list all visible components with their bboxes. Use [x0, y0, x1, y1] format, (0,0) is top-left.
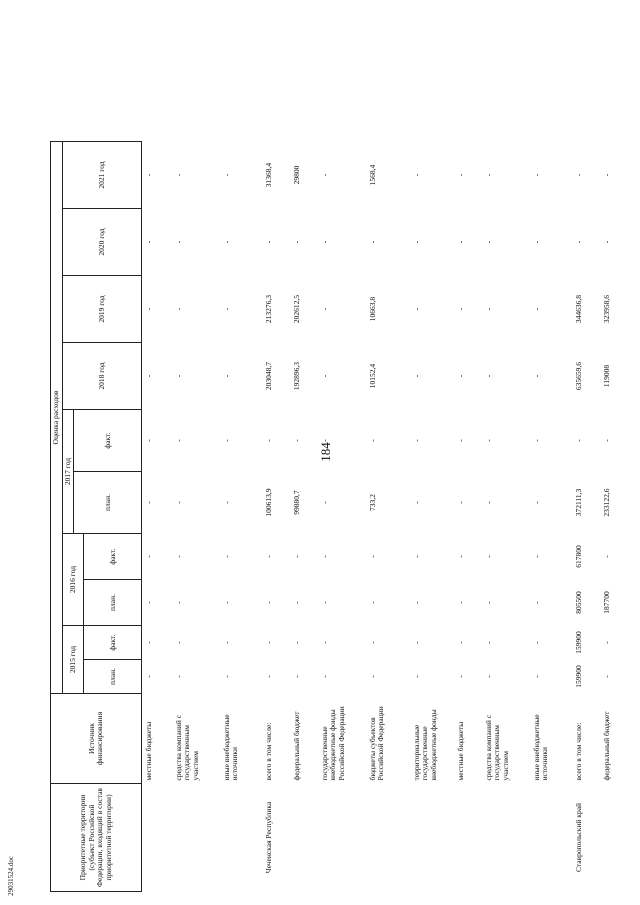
value-cell: - — [367, 439, 377, 442]
value-cell: - — [411, 173, 421, 177]
source-cell: бюджеты субъектов Российской Федерации — [367, 706, 386, 781]
value-cell: - — [455, 501, 465, 504]
table-row — [530, 142, 572, 892]
value-cell: - — [483, 173, 493, 177]
value-cell: - — [319, 374, 329, 378]
value-cell: - — [221, 173, 231, 177]
value-cell: - — [263, 601, 273, 604]
value-cell: - — [455, 675, 465, 678]
header-2015-plan: план. — [84, 660, 142, 694]
header-2016-plan: план. — [84, 580, 142, 626]
value-cell: - — [173, 501, 183, 504]
value-cell: 159900 — [573, 631, 583, 654]
header-2016-fact: факт. — [84, 534, 142, 580]
value-cell: - — [263, 439, 273, 442]
value-cell: 323958,6 — [601, 294, 611, 324]
value-cell: - — [601, 439, 611, 442]
value-cell: - — [573, 240, 583, 244]
document-code: 29031524.doc — [7, 856, 15, 896]
value-cell: - — [411, 555, 421, 558]
value-cell: - — [483, 374, 493, 378]
value-cell: 233122,6 — [601, 488, 611, 517]
value-cell: - — [531, 501, 541, 504]
value-cell: - — [221, 240, 231, 244]
source-cell: территориальные государственные внебюджетные фонды — [411, 709, 438, 781]
value-cell: - — [601, 675, 611, 678]
value-cell: - — [144, 240, 154, 244]
header-2018: 2018 год — [63, 343, 142, 410]
header-2019: 2019 год — [63, 276, 142, 343]
value-cell: - — [173, 555, 183, 558]
value-cell: - — [319, 307, 329, 311]
territory-cell — [600, 784, 624, 892]
territory-cell — [366, 784, 410, 892]
value-cell: - — [411, 601, 421, 604]
value-cell: - — [173, 439, 183, 442]
value-cell: - — [221, 675, 231, 678]
table-body — [142, 142, 624, 892]
value-cell: - — [367, 240, 377, 244]
value-cell: - — [263, 555, 273, 558]
value-cell: - — [483, 675, 493, 678]
value-cell: - — [411, 307, 421, 311]
territory-cell — [530, 784, 572, 892]
value-cell: 159900 — [573, 665, 583, 688]
table-header — [51, 142, 142, 892]
value-cell: - — [531, 439, 541, 442]
source-cell: всего в том числе: — [573, 722, 583, 781]
value-cell: - — [483, 501, 493, 504]
value-cell: - — [144, 641, 154, 644]
value-cell: 372111,3 — [573, 488, 583, 517]
page-number: 184 — [318, 442, 333, 462]
value-cell: 635659,6 — [573, 361, 583, 391]
source-cell: средства компаний с государственным участием — [173, 714, 200, 781]
value-cell: - — [531, 601, 541, 604]
table-row — [366, 142, 410, 892]
value-cell: - — [319, 501, 329, 504]
value-cell: - — [531, 555, 541, 558]
value-cell: - — [144, 374, 154, 378]
value-cell: - — [173, 374, 183, 378]
header-2021: 2021 год — [63, 142, 142, 209]
territory-cell — [318, 784, 366, 892]
value-cell: - — [531, 240, 541, 244]
territory-cell — [172, 784, 220, 892]
value-cell: - — [531, 374, 541, 378]
value-cell: - — [291, 555, 301, 558]
table-row — [482, 142, 530, 892]
value-cell: 1568,4 — [367, 164, 377, 186]
value-cell: - — [455, 601, 465, 604]
source-cell: федеральный бюджет — [291, 711, 301, 781]
header-source: Источник финансирования — [51, 694, 142, 784]
value-cell: 99880,7 — [291, 490, 301, 515]
header-2015: 2015 год — [63, 626, 84, 694]
source-cell: федеральный бюджет — [601, 711, 611, 781]
value-cell: - — [483, 601, 493, 604]
source-cell: иные внебюджетные источники — [531, 714, 550, 781]
value-cell: - — [367, 641, 377, 644]
value-cell: - — [221, 501, 231, 504]
header-2016: 2016 год — [63, 534, 84, 626]
value-cell: - — [144, 173, 154, 177]
source-cell: государственные внебюджетные фонды Российской Федерации — [319, 706, 346, 781]
value-cell: - — [263, 641, 273, 644]
value-cell: 100613,9 — [263, 488, 273, 517]
value-cell: - — [144, 439, 154, 442]
value-cell: - — [455, 555, 465, 558]
value-cell: - — [319, 641, 329, 644]
value-cell: 213276,3 — [263, 294, 273, 324]
value-cell: - — [144, 675, 154, 678]
value-cell: - — [144, 601, 154, 604]
value-cell: - — [483, 240, 493, 244]
table-row — [172, 142, 220, 892]
table-row — [142, 142, 172, 892]
source-cell: местные бюджеты — [144, 721, 154, 781]
expenditure-table — [50, 141, 624, 892]
value-cell: - — [291, 641, 301, 644]
value-cell: - — [144, 307, 154, 311]
value-cell: - — [483, 307, 493, 311]
value-cell: - — [263, 675, 273, 678]
value-cell: - — [367, 601, 377, 604]
value-cell: - — [531, 675, 541, 678]
value-cell: - — [455, 374, 465, 378]
value-cell: - — [455, 240, 465, 244]
territory-cell: Ставропольский край — [573, 802, 583, 873]
value-cell: - — [221, 555, 231, 558]
value-cell: - — [221, 307, 231, 311]
header-2017: 2017 год — [63, 410, 74, 534]
value-cell: - — [221, 439, 231, 442]
value-cell: 733,2 — [367, 494, 377, 511]
header-2015-fact: факт. — [84, 626, 142, 660]
header-territory: Приоритетные территории (субъект Российской Федерации, входящий в состав приоритетной территории) — [51, 784, 142, 892]
value-cell: - — [173, 675, 183, 678]
header-2017-plan: план. — [74, 472, 142, 534]
value-cell: - — [455, 307, 465, 311]
value-cell: - — [483, 555, 493, 558]
table-row — [454, 142, 482, 892]
table-row — [220, 142, 262, 892]
value-cell: - — [144, 501, 154, 504]
value-cell: - — [411, 641, 421, 644]
source-cell: всего в том числе: — [263, 722, 273, 781]
territory-cell — [142, 784, 172, 892]
territory-cell — [454, 784, 482, 892]
value-cell: - — [573, 439, 583, 442]
value-cell: - — [319, 173, 329, 177]
value-cell: - — [367, 675, 377, 678]
value-cell: - — [291, 675, 301, 678]
value-cell: 119008 — [601, 364, 611, 388]
territory-cell — [220, 784, 262, 892]
value-cell: 31368,4 — [263, 162, 273, 188]
value-cell: - — [411, 501, 421, 504]
value-cell: 202612,5 — [291, 294, 301, 324]
territory-cell: Чеченская Республика — [263, 801, 273, 874]
value-cell: - — [411, 675, 421, 678]
value-cell: - — [483, 439, 493, 442]
table-row — [290, 142, 318, 892]
value-cell: - — [263, 240, 273, 244]
value-cell: - — [483, 641, 493, 644]
value-cell: - — [319, 675, 329, 678]
value-cell: - — [601, 240, 611, 244]
value-cell: 192896,3 — [291, 361, 301, 391]
header-estimate: Оценка расходов — [51, 142, 63, 694]
value-cell: - — [291, 439, 301, 442]
source-cell: средства компаний с государственным участием — [483, 714, 510, 781]
value-cell: - — [173, 240, 183, 244]
value-cell: 29800 — [291, 165, 301, 185]
value-cell: - — [173, 173, 183, 177]
value-cell: 203048,7 — [263, 361, 273, 391]
value-cell: - — [531, 641, 541, 644]
source-cell: иные внебюджетные источники — [221, 714, 240, 781]
value-cell: - — [173, 641, 183, 644]
value-cell: - — [173, 307, 183, 311]
table-row — [262, 142, 290, 892]
value-cell: 617800 — [573, 545, 583, 568]
value-cell: 805500 — [573, 591, 583, 614]
header-2020: 2020 год — [63, 209, 142, 276]
value-cell: - — [291, 240, 301, 244]
value-cell: 187700 — [601, 591, 611, 614]
value-cell: - — [144, 555, 154, 558]
territory-cell — [410, 784, 454, 892]
value-cell: - — [601, 641, 611, 644]
value-cell: - — [291, 601, 301, 604]
header-2017-fact: факт. — [74, 410, 142, 472]
value-cell: - — [601, 555, 611, 558]
territory-cell — [482, 784, 530, 892]
territory-cell — [290, 784, 318, 892]
value-cell: - — [319, 601, 329, 604]
rotated-page — [0, 2, 628, 892]
table-row — [600, 142, 624, 892]
value-cell: - — [411, 374, 421, 378]
value-cell: - — [573, 173, 583, 177]
value-cell: - — [367, 555, 377, 558]
table-row — [410, 142, 454, 892]
table-row — [572, 142, 600, 892]
value-cell: - — [221, 641, 231, 644]
table-row — [318, 142, 366, 892]
value-cell: - — [411, 240, 421, 244]
value-cell: - — [221, 374, 231, 378]
value-cell: 344636,8 — [573, 294, 583, 324]
value-cell: - — [455, 439, 465, 442]
source-cell: местные бюджеты — [455, 721, 465, 781]
value-cell: - — [221, 601, 231, 604]
value-cell: - — [411, 439, 421, 442]
value-cell: 10663,8 — [367, 296, 377, 322]
value-cell: 10152,4 — [367, 363, 377, 389]
value-cell: - — [455, 641, 465, 644]
value-cell: - — [531, 173, 541, 177]
value-cell: - — [319, 240, 329, 244]
value-cell: - — [319, 555, 329, 558]
value-cell: - — [531, 307, 541, 311]
value-cell: - — [601, 173, 611, 177]
value-cell: - — [173, 601, 183, 604]
value-cell: - — [455, 173, 465, 177]
value-cell: - — [319, 439, 329, 442]
